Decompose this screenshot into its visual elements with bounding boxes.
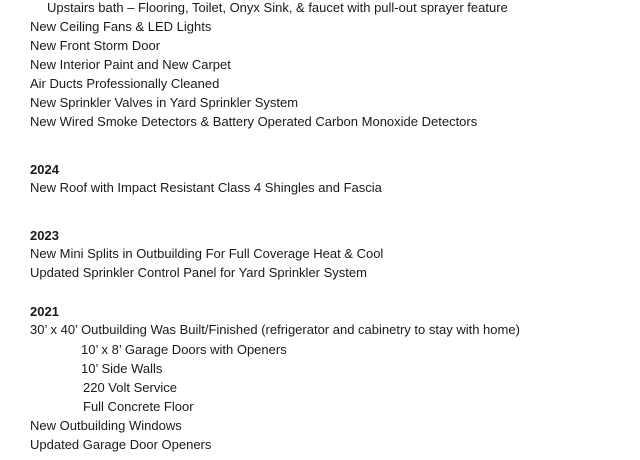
sub-item-volt-service: 220 Volt Service xyxy=(83,380,177,395)
item-mini-splits: New Mini Splits in Outbuilding For Full Coverage Heat & Cool xyxy=(30,246,384,261)
intro-line-smoke-detectors: New Wired Smoke Detectors & Battery Operated Carbon Monoxide Detectors xyxy=(30,114,478,129)
intro-line-upstairs-bath: Upstairs bath – Flooring, Toilet, Onyx Sink, & faucet with pull-out sprayer feature xyxy=(47,0,508,15)
intro-line-ceiling-fans: New Ceiling Fans & LED Lights xyxy=(30,19,212,34)
sub-item-garage-doors: 10’ x 8’ Garage Doors with Openers xyxy=(81,342,287,357)
item-outbuilding-built: 30’ x 40’ Outbuilding Was Built/Finished (refrigerator and cabinetry to stay with home) xyxy=(30,322,520,337)
intro-line-air-ducts: Air Ducts Professionally Cleaned xyxy=(30,76,220,91)
item-new-roof: New Roof with Impact Resistant Class 4 Shingles and Fascia xyxy=(30,180,382,195)
item-sprinkler-control-panel: Updated Sprinkler Control Panel for Yard Sprinkler System xyxy=(30,265,367,280)
year-heading-2021: 2021 xyxy=(30,304,59,319)
year-heading-2024: 2024 xyxy=(30,162,59,177)
intro-line-paint-carpet: New Interior Paint and New Carpet xyxy=(30,57,231,72)
year-heading-2023: 2023 xyxy=(30,228,59,243)
intro-line-storm-door: New Front Storm Door xyxy=(30,38,161,53)
item-outbuilding-windows: New Outbuilding Windows xyxy=(30,418,182,433)
sub-item-side-walls: 10’ Side Walls xyxy=(81,361,163,376)
intro-line-sprinkler-valves: New Sprinkler Valves in Yard Sprinkler System xyxy=(30,95,299,110)
sub-item-concrete-floor: Full Concrete Floor xyxy=(83,399,194,414)
item-garage-door-openers: Updated Garage Door Openers xyxy=(30,437,212,452)
